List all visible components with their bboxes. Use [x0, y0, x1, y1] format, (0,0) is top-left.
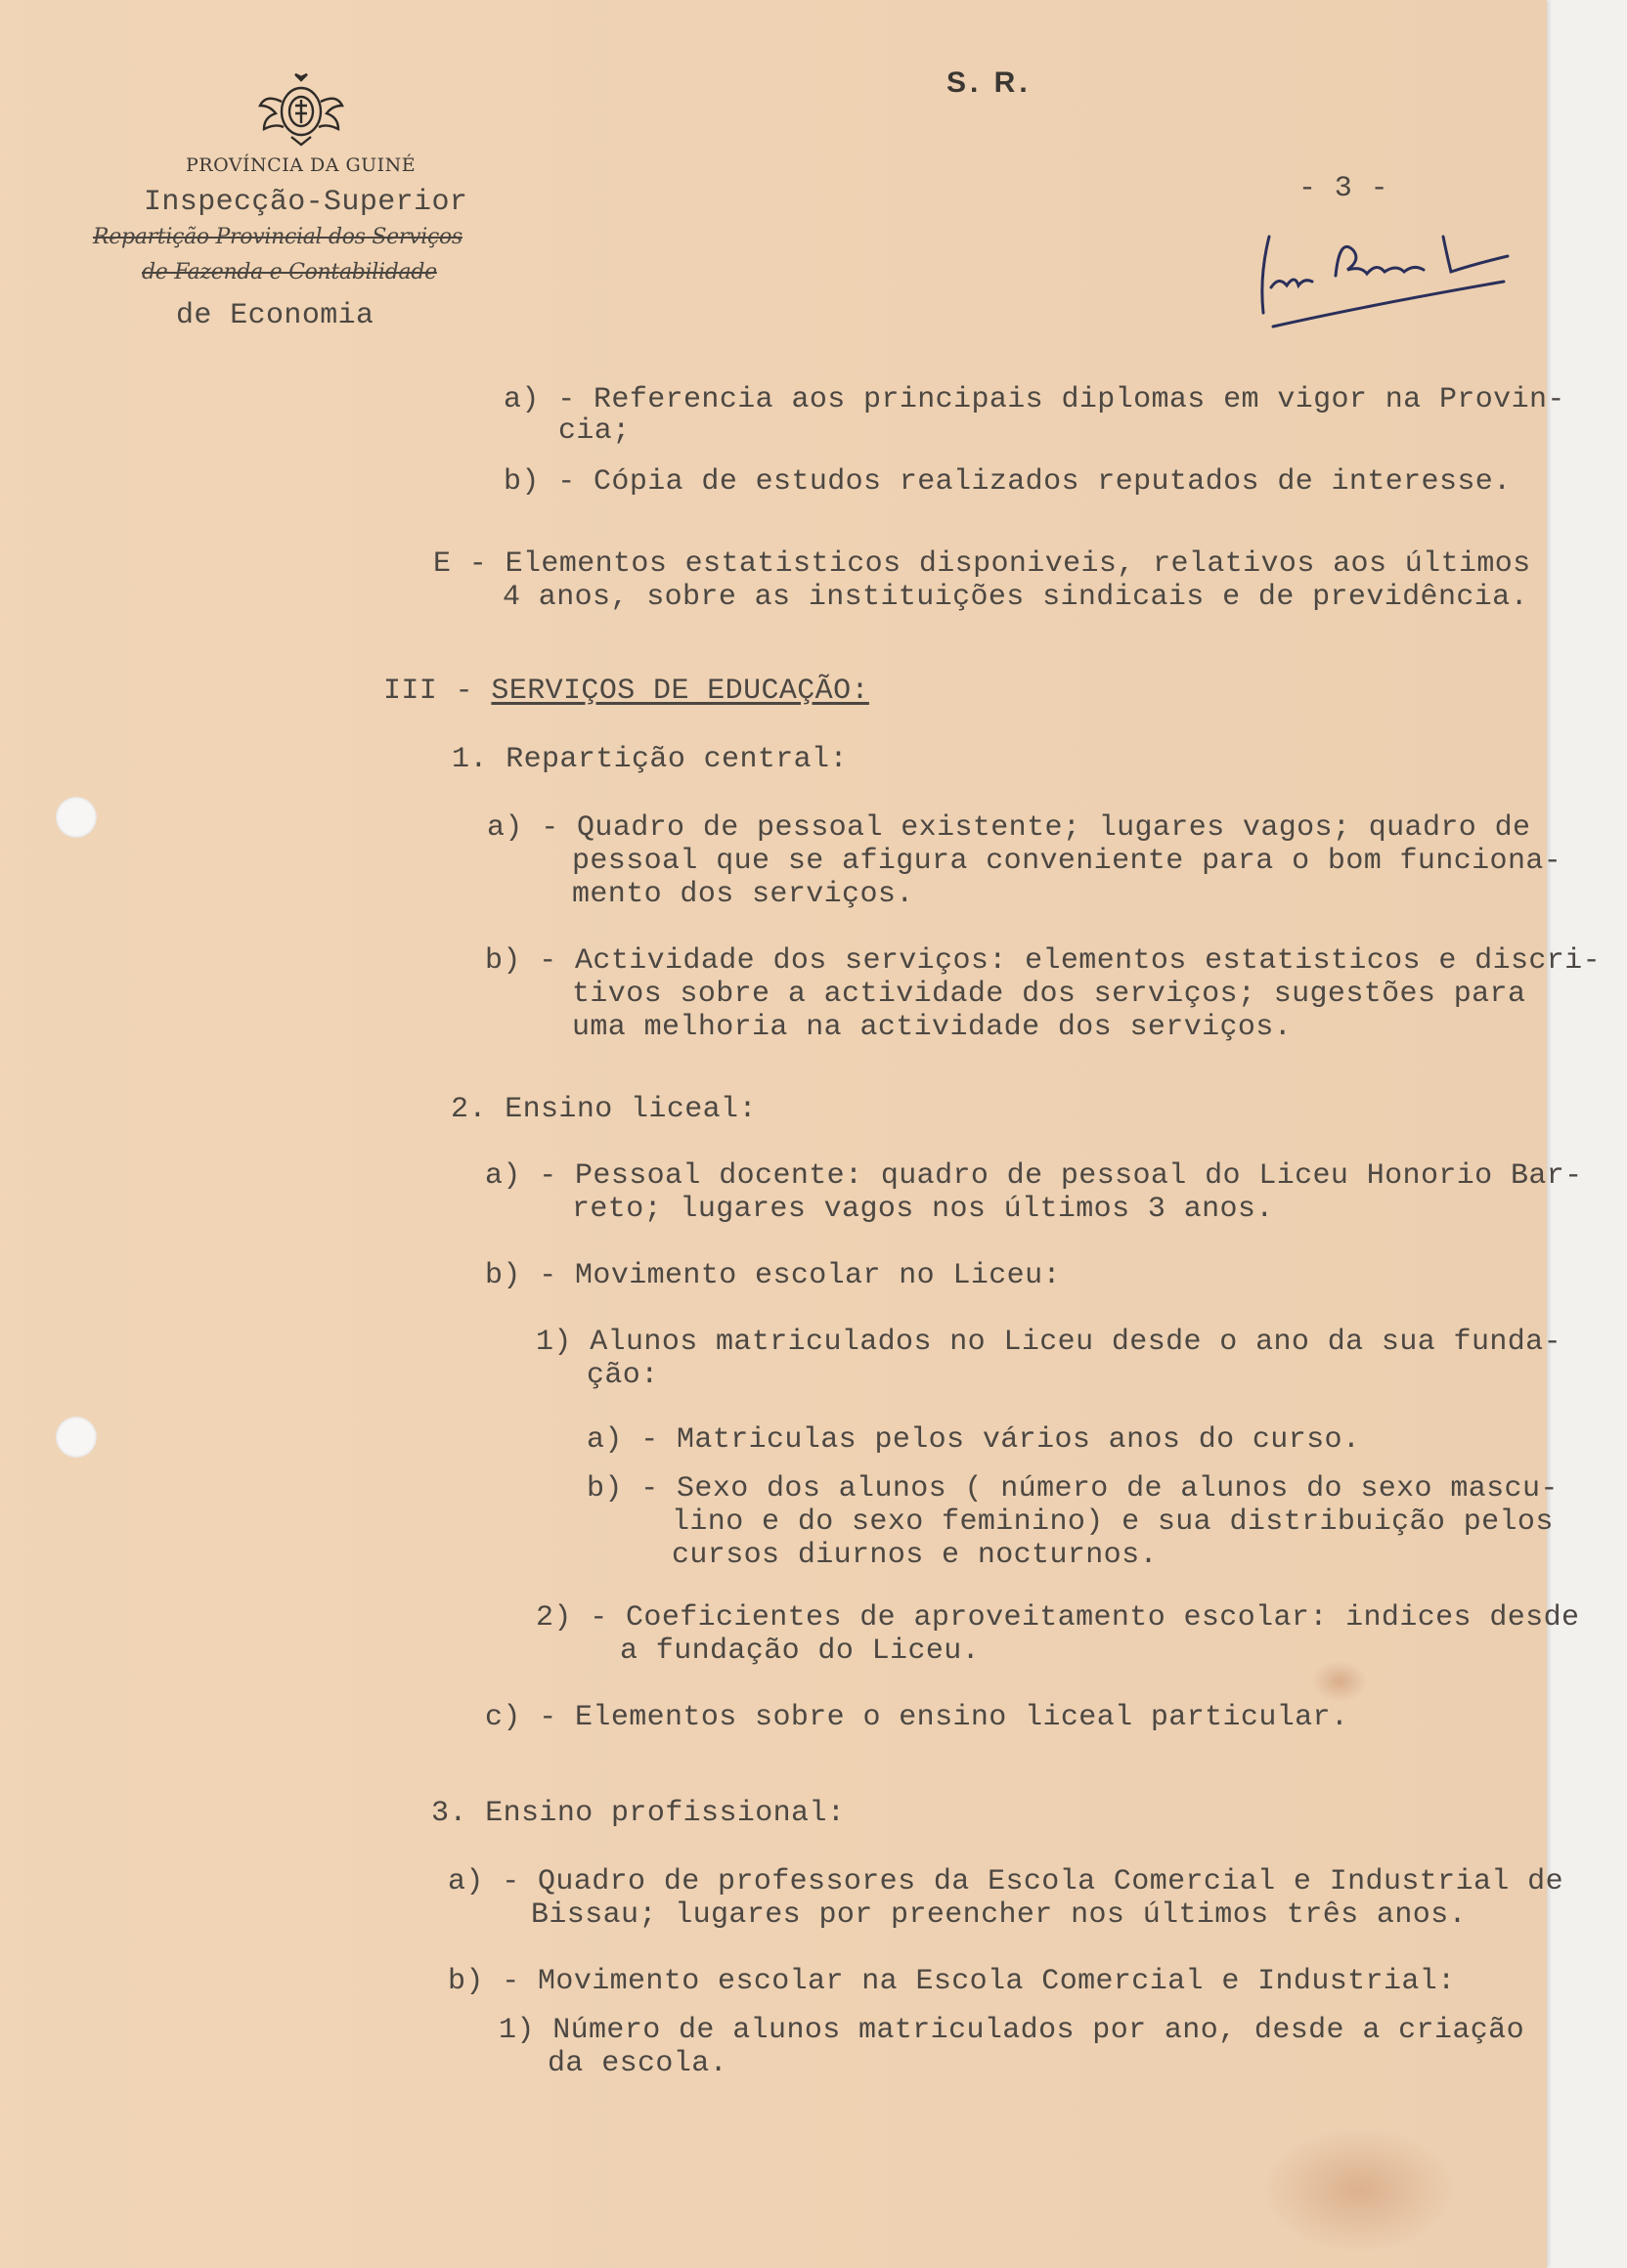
handwritten-signature-icon: [1252, 217, 1516, 334]
section-2-b-1-b-line-2: lino e do sexo feminino) e sua distribuição pelos: [672, 1505, 1554, 1539]
section-2-b-1-b-line-3: cursos diurnos e nocturnos.: [672, 1539, 1158, 1572]
section-iii-title: SERVIÇOS DE EDUCAÇÃO:: [491, 675, 869, 708]
section-2-b-1-line-2: ção:: [587, 1359, 659, 1392]
section-2-heading: 2. Ensino liceal:: [451, 1093, 757, 1126]
item-d-a-line-1: a) - Referencia aos principais diplomas em vigor na Provin-: [504, 383, 1565, 416]
item-e-line-1: E - Elementos estatisticos disponiveis, relativos aos últimos: [433, 547, 1531, 581]
coat-of-arms-icon: [256, 72, 346, 147]
office-line-2: de Economia: [176, 299, 374, 332]
section-2-b-2-line-2: a fundação do Liceu.: [620, 1635, 981, 1668]
section-2-b-2-line-1: 2) - Coeficientes de aproveitamento escolar: indices desde: [536, 1601, 1580, 1635]
punch-hole-bottom: [56, 1417, 97, 1458]
section-2-a-line-2: reto; lugares vagos nos últimos 3 anos.: [572, 1193, 1274, 1226]
item-d-a-line-2: cia;: [558, 414, 631, 448]
item-e-line-2: 4 anos, sobre as instituições sindicais e de previdência.: [503, 581, 1528, 614]
section-2-b-1-line-1: 1) Alunos matriculados no Liceu desde o ano da sua funda-: [536, 1326, 1561, 1359]
section-2-c: c) - Elementos sobre o ensino liceal particular.: [485, 1701, 1349, 1734]
section-1-b-line-2: tivos sobre a actividade dos serviços; sugestões para: [572, 978, 1526, 1011]
section-2-b: b) - Movimento escolar no Liceu:: [485, 1259, 1061, 1292]
section-1-heading: 1. Repartição central:: [452, 743, 848, 776]
section-1-a-line-2: pessoal que se afigura conveniente para o bom funciona-: [572, 845, 1562, 878]
section-3-b: b) - Movimento escolar na Escola Comercial e Industrial:: [448, 1965, 1456, 1998]
section-iii-number: III -: [383, 675, 492, 708]
struck-line-1: Repartição Provincial dos Serviços: [93, 225, 462, 249]
item-d-b: b) - Cópia de estudos realizados reputados de interesse.: [504, 465, 1512, 499]
section-iii-heading: [383, 675, 869, 708]
page-number: - 3 -: [1298, 172, 1389, 205]
section-3-heading: 3. Ensino profissional:: [431, 1797, 846, 1830]
section-1-b-line-3: uma melhoria na actividade dos serviços.: [572, 1011, 1293, 1044]
province-name: PROVÍNCIA DA GUINÉ: [186, 154, 417, 176]
section-3-a-line-2: Bissau; lugares por preencher nos últimos três anos.: [531, 1898, 1467, 1932]
classification-mark: S. R.: [946, 66, 1032, 99]
section-3-b-1-line-1: 1) Número de alunos matriculados por ano, desde a criação: [499, 2014, 1524, 2047]
section-2-b-1-b-line-1: b) - Sexo dos alunos ( número de alunos do sexo mascu-: [587, 1472, 1559, 1505]
section-1-a-line-1: a) - Quadro de pessoal existente; lugares vagos; quadro de: [487, 811, 1531, 845]
office-line-1: Inspecção-Superior: [144, 186, 468, 219]
punch-hole-top: [56, 797, 97, 838]
section-3-a-line-1: a) - Quadro de professores da Escola Comercial e Industrial de: [448, 1865, 1563, 1898]
section-1-a-line-3: mento dos serviços.: [572, 878, 914, 911]
section-2-b-1-a: a) - Matriculas pelos vários anos do curso.: [587, 1423, 1361, 1457]
section-1-b-line-1: b) - Actividade dos serviços: elementos estatisticos e discri-: [485, 944, 1601, 978]
struck-line-2: de Fazenda e Contabilidade: [142, 260, 437, 284]
section-3-b-1-line-2: da escola.: [548, 2047, 728, 2080]
section-2-a-line-1: a) - Pessoal docente: quadro de pessoal do Liceu Honorio Bar-: [485, 1159, 1583, 1193]
